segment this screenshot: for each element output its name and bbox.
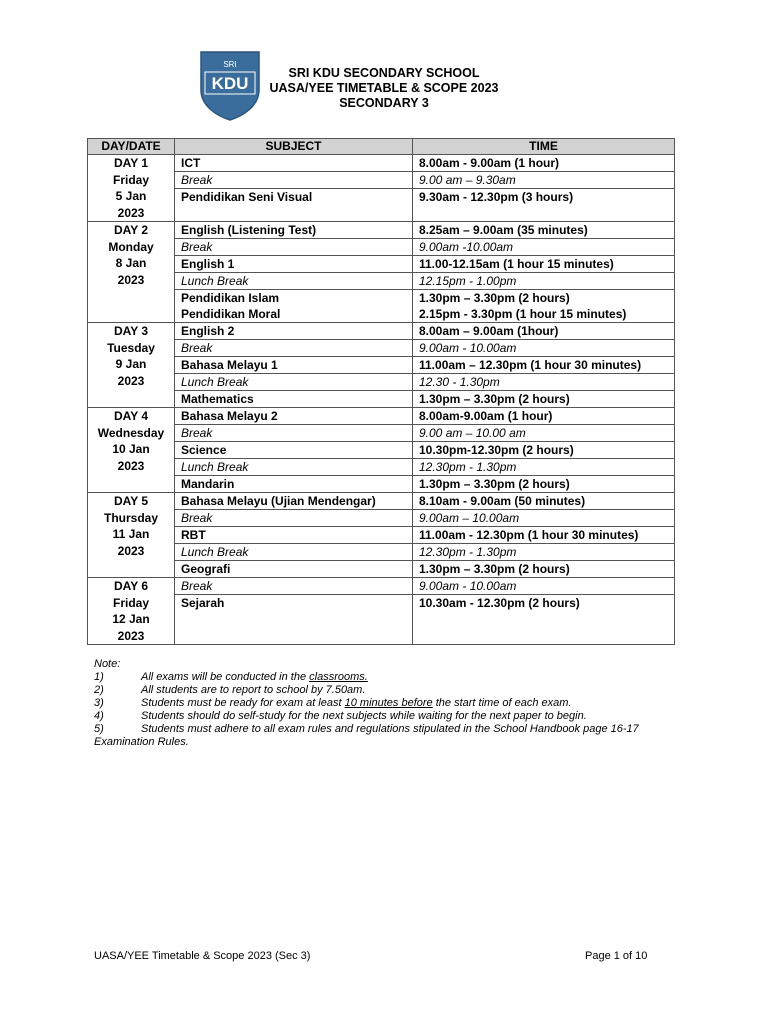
note-text: Students should do self-study for the next subjects while waiting for the next paper to begin. [141,710,587,722]
date-label: 11 Jan [112,527,150,541]
table-row [88,340,675,357]
table-row [88,172,675,189]
subject-cell: English 1 [175,256,413,273]
note-text: Students must adhere to all exam rules and regulations stipulated in the School Handbook page 16-17 [141,723,639,735]
timetable-title: UASA/YEE TIMETABLE & SCOPE 2023 [269,81,499,95]
time-line: 2.15pm - 3.30pm (1 hour 15 minutes) [419,307,627,321]
note-number: 3) [94,697,104,709]
subject-cell: Mandarin [175,476,413,493]
table-row [88,561,675,578]
day-label: DAY 6 [113,579,149,593]
year-label: 2023 [117,458,145,473]
school-logo [199,50,261,122]
year-label: 2023 [117,628,145,643]
table-row [88,578,675,595]
day-label: DAY 2 [113,223,149,237]
day-cell-1 [88,155,175,222]
subject-cell: Lunch Break [175,459,413,476]
table-row [88,222,675,239]
time-cell: 1.30pm – 3.30pm (2 hours) [413,561,675,578]
time-cell: 9.00 am – 10.00 am [413,425,675,442]
table-row [88,323,675,340]
subject-cell: English (Listening Test) [175,222,413,239]
date-label: 5 Jan [115,189,147,203]
subject-line: Pendidikan Islam [181,291,280,305]
note-item [94,723,694,736]
table-row [88,510,675,527]
header-subject: SUBJECT [175,139,413,155]
subject-cell: RBT [175,527,413,544]
subject-cell: Break [175,578,413,595]
time-cell: 9.30am - 12.30pm (3 hours) [413,189,675,222]
weekday-label: Thursday [103,510,158,525]
note-item [94,697,694,710]
note-number: 5) [94,723,104,735]
time-cell: 11.00am – 12.30pm (1 hour 30 minutes) [413,357,675,374]
time-cell [413,290,675,323]
table-row [88,189,675,222]
timetable [87,138,675,645]
logo-small-text: SRI [223,60,237,69]
notes-section [94,658,694,749]
table-row [88,357,675,374]
time-cell: 9.00am - 10.00am [413,340,675,357]
subject-cell: English 2 [175,323,413,340]
table-row [88,459,675,476]
time-cell: 12.30pm - 1.30pm [413,544,675,561]
table-row [88,273,675,290]
note-number: 1) [94,671,104,683]
date-label: 8 Jan [115,256,147,270]
time-cell: 9.00am -10.00am [413,239,675,256]
time-cell: 10.30pm-12.30pm (2 hours) [413,442,675,459]
note-text [141,671,368,684]
subject-cell: Mathematics [175,391,413,408]
date-label: 10 Jan [112,442,150,456]
time-cell: 11.00-12.15am (1 hour 15 minutes) [413,256,675,273]
time-cell: 12.30 - 1.30pm [413,374,675,391]
document-header [266,66,502,111]
date-label: 9 Jan [115,357,147,371]
weekday-label: Monday [108,239,154,254]
note-underlined: 10 minutes before [344,697,433,709]
note-number: 2) [94,684,104,696]
subject-cell: Pendidikan Seni Visual [175,189,413,222]
date-label: 12 Jan [112,612,150,626]
table-row [88,544,675,561]
subject-cell: Break [175,425,413,442]
subject-cell [175,290,413,323]
time-cell: 1.30pm – 3.30pm (2 hours) [413,476,675,493]
school-name: SRI KDU SECONDARY SCHOOL [288,66,480,80]
weekday-label: Friday [112,595,149,610]
subject-cell: Lunch Break [175,273,413,290]
year-label: 2023 [117,205,145,220]
time-cell: 9.00am - 10.00am [413,578,675,595]
day-cell-5 [88,493,175,578]
page-number: Page 1 of 10 [585,950,648,962]
day-cell-6 [88,578,175,645]
weekday-label: Tuesday [107,340,155,355]
time-cell: 1.30pm – 3.30pm (2 hours) [413,391,675,408]
note-number: 4) [94,710,104,722]
note-underlined: classrooms. [309,671,368,683]
subject-cell: Break [175,510,413,527]
level-title: SECONDARY 3 [339,96,429,110]
day-label: DAY 4 [113,409,149,423]
subject-cell: Lunch Break [175,544,413,561]
table-row [88,155,675,172]
subject-cell: Bahasa Melayu 2 [175,408,413,425]
subject-cell: ICT [175,155,413,172]
subject-cell: Bahasa Melayu 1 [175,357,413,374]
time-cell: 12.30pm - 1.30pm [413,459,675,476]
subject-cell: Lunch Break [175,374,413,391]
table-header-row [88,139,675,155]
time-line: 1.30pm – 3.30pm (2 hours) [419,291,570,305]
time-cell: 10.30am - 12.30pm (2 hours) [413,595,675,645]
note-text-part: Students must be ready for exam at least [141,697,345,709]
time-cell: 9.00am – 10.00am [413,510,675,527]
table-row [88,256,675,273]
table-row [88,425,675,442]
table-row [88,493,675,510]
table-row [88,290,675,323]
header-day: DAY/DATE [88,139,175,155]
table-row [88,239,675,256]
time-cell: 8.00am - 9.00am (1 hour) [413,155,675,172]
note-text: All students are to report to school by 7.50am. [141,684,366,696]
day-label: DAY 1 [113,156,149,170]
note-item [94,671,694,684]
day-label: DAY 5 [113,494,149,508]
table-row [88,442,675,459]
year-label: 2023 [117,272,145,287]
notes-title: Note: [94,658,121,670]
day-label: DAY 3 [113,324,149,338]
day-cell-3 [88,323,175,408]
year-label: 2023 [117,543,145,558]
weekday-label: Friday [112,172,149,187]
time-cell: 12.15pm - 1.00pm [413,273,675,290]
footer-title: UASA/YEE Timetable & Scope 2023 (Sec 3) [94,950,311,962]
subject-cell: Break [175,172,413,189]
note-text-part: the start time of each exam. [432,697,572,709]
subject-cell: Geografi [175,561,413,578]
subject-cell: Break [175,340,413,357]
header-time: TIME [413,139,675,155]
time-cell: 8.00am – 9.00am (1hour) [413,323,675,340]
table-row [88,374,675,391]
subject-cell: Bahasa Melayu (Ujian Mendengar) [175,493,413,510]
subject-cell: Science [175,442,413,459]
table-row [88,595,675,645]
day-cell-4 [88,408,175,493]
note-continuation: Examination Rules. [94,736,189,748]
logo-big-text: KDU [211,74,249,93]
table-row [88,476,675,493]
table-row [88,408,675,425]
day-cell-2 [88,222,175,323]
table-row [88,391,675,408]
time-cell: 8.00am-9.00am (1 hour) [413,408,675,425]
time-cell: 9.00 am – 9.30am [413,172,675,189]
time-cell: 8.25am – 9.00am (35 minutes) [413,222,675,239]
table-row [88,527,675,544]
note-text-part: All exams will be conducted in the [141,671,310,683]
time-cell: 8.10am - 9.00am (50 minutes) [413,493,675,510]
note-item [94,684,694,697]
subject-cell: Break [175,239,413,256]
weekday-label: Wednesday [97,425,165,440]
time-cell: 11.00am - 12.30pm (1 hour 30 minutes) [413,527,675,544]
note-item [94,710,694,723]
year-label: 2023 [117,373,145,388]
subject-cell: Sejarah [175,595,413,645]
subject-line: Pendidikan Moral [181,307,281,321]
note-text [141,697,571,710]
